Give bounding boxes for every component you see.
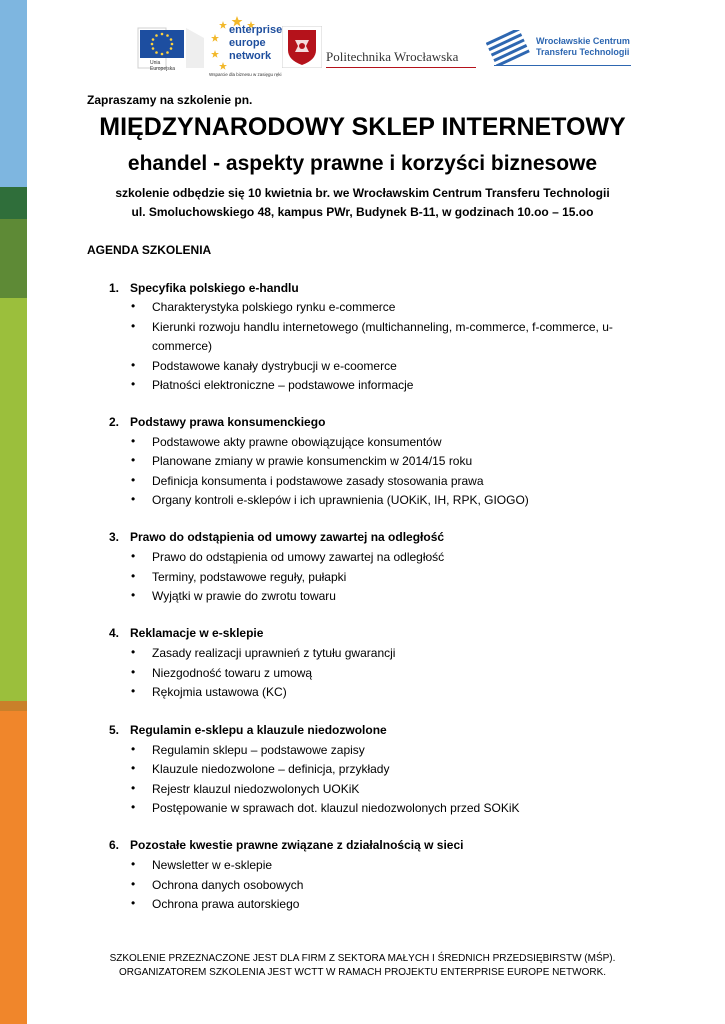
bullet-icon: • [131, 877, 136, 891]
bullet-icon: • [131, 377, 136, 391]
bullet-icon: • [131, 761, 136, 775]
bullet-icon: • [131, 800, 136, 814]
list-item: Płatności elektroniczne – podstawowe informacje [152, 378, 414, 392]
bullet-icon: • [131, 781, 136, 795]
section-title: Prawo do odstąpienia od umowy zawartej na odległość [130, 530, 445, 544]
bullet-icon: • [131, 857, 136, 871]
page-title: MIĘDZYNARODOWY SKLEP INTERNETOWY [99, 113, 626, 141]
bullet-icon: • [131, 684, 136, 698]
list-item: Regulamin sklepu – podstawowe zapisy [152, 743, 365, 757]
pwr-name: Politechnika Wrocławska [326, 49, 459, 64]
list-item-continuation: commerce) [152, 339, 213, 353]
wctt-logo [486, 30, 631, 74]
sidebar-segment-brown [0, 701, 27, 711]
sidebar-segment-lime [0, 298, 27, 701]
sidebar-segment-olive [0, 219, 27, 298]
list-item: Postępowanie w sprawach dot. klauzul niedozwolonych przed SOKiK [152, 801, 520, 815]
bullet-icon: • [131, 319, 136, 333]
agenda-heading: AGENDA SZKOLENIA [87, 243, 212, 257]
intro-text: Zapraszamy na szkolenie pn. [87, 93, 253, 107]
list-item: Ochrona danych osobowych [152, 878, 304, 892]
een-line-3: network [229, 50, 272, 62]
section-title: Regulamin e-sklepu a klauzule niedozwolone [130, 723, 387, 737]
list-item: Definicja konsumenta i podstawowe zasady stosowania prawa [152, 474, 484, 488]
een-line-1: enterprise [229, 24, 283, 36]
bullet-icon: • [131, 473, 136, 487]
list-item: Podstawowe akty prawne obowiązujące konsumentów [152, 435, 442, 449]
training-date-location: szkolenie odbędzie się 10 kwietnia br. we Wrocławskim Centrum Transferu Technologii [115, 186, 610, 200]
bullet-icon: • [131, 492, 136, 506]
section-number: 6. [109, 838, 120, 852]
list-item: Podstawowe kanały dystrybucji w e-coomerce [152, 359, 397, 373]
list-item: Newsletter w e-sklepie [152, 858, 273, 872]
wctt-line-1: Wrocławskie Centrum [536, 36, 630, 46]
een-line-2: europe [229, 37, 266, 49]
section-number: 5. [109, 723, 120, 737]
wctt-underline [494, 65, 631, 66]
bullet-icon: • [131, 569, 136, 583]
wctt-line-2: Transferu Technologii [536, 47, 630, 57]
bullet-icon: • [131, 645, 136, 659]
eu-logo [136, 24, 206, 74]
pwr-logo [282, 26, 477, 76]
list-item: Zasady realizacji uprawnień z tytułu gwarancji [152, 646, 396, 660]
section-title: Specyfika polskiego e-handlu [130, 281, 299, 295]
bullet-icon: • [131, 434, 136, 448]
list-item: Klauzule niedozwolone – definicja, przykłady [152, 762, 390, 776]
bullet-icon: • [131, 453, 136, 467]
section-number: 3. [109, 530, 120, 544]
section-number: 4. [109, 626, 120, 640]
list-item: Rękojmia ustawowa (KC) [152, 685, 287, 699]
footer-organizer: ORGANIZATOREM SZKOLENIA JEST WCTT W RAMACH PROJEKTU ENTERPRISE EUROPE NETWORK. [118, 967, 607, 978]
bullet-icon: • [131, 588, 136, 602]
footer-target-audience: SZKOLENIE PRZEZNACZONE JEST DLA FIRM Z SEKTORA MAŁYCH I ŚREDNICH PRZEDSIĘBIRSTW (MŚP). [109, 953, 616, 964]
bullet-icon: • [131, 358, 136, 372]
section-title: Reklamacje w e-sklepie [130, 626, 264, 640]
list-item: Niezgodność towaru z umową [152, 666, 313, 680]
section-title: Podstawy prawa konsumenckiego [130, 415, 326, 429]
list-item: Wyjątki w prawie do zwrotu towaru [152, 589, 336, 603]
bullet-icon: • [131, 299, 136, 313]
list-item: Charakterystyka polskiego rynku e-commerce [152, 300, 396, 314]
een-tagline: Wsparcie dla biznesu w zasięgu ręki [209, 72, 282, 77]
list-item: Organy kontroli e-sklepów i ich uprawnienia (UOKiK, IH, RPK, GIOGO) [152, 493, 529, 507]
section-number: 2. [109, 415, 120, 429]
list-item: Planowane zmiany w prawie konsumenckim w 2014/15 roku [152, 454, 473, 468]
list-item: Prawo do odstąpienia od umowy zawartej na odległość [152, 550, 445, 564]
section-number: 1. [109, 281, 120, 295]
logos-header [130, 14, 630, 84]
training-address-hours: ul. Smoluchowskiego 48, kampus PWr, Budynek B-11, w godzinach 10.oo – 15.oo [131, 205, 594, 219]
page-subtitle: ehandel - aspekty prawne i korzyści biznesowe [127, 152, 598, 175]
list-item: Terminy, podstawowe reguły, pułapki [152, 570, 347, 584]
bullet-icon: • [131, 742, 136, 756]
list-item: Rejestr klauzul niedozwolonych UOKiK [152, 782, 360, 796]
eu-caption: Unia Europejska [150, 60, 176, 72]
bullet-icon: • [131, 665, 136, 679]
list-item: Kierunki rozwoju handlu internetowego (multichanneling, m-commerce, f-commerce, u- [152, 320, 613, 334]
section-title: Pozostałe kwestie prawne związane z działalnością w sieci [130, 838, 464, 852]
list-item: Ochrona prawa autorskiego [152, 897, 300, 911]
bullet-icon: • [131, 896, 136, 910]
bullet-icon: • [131, 549, 136, 563]
pwr-underline [326, 67, 476, 68]
